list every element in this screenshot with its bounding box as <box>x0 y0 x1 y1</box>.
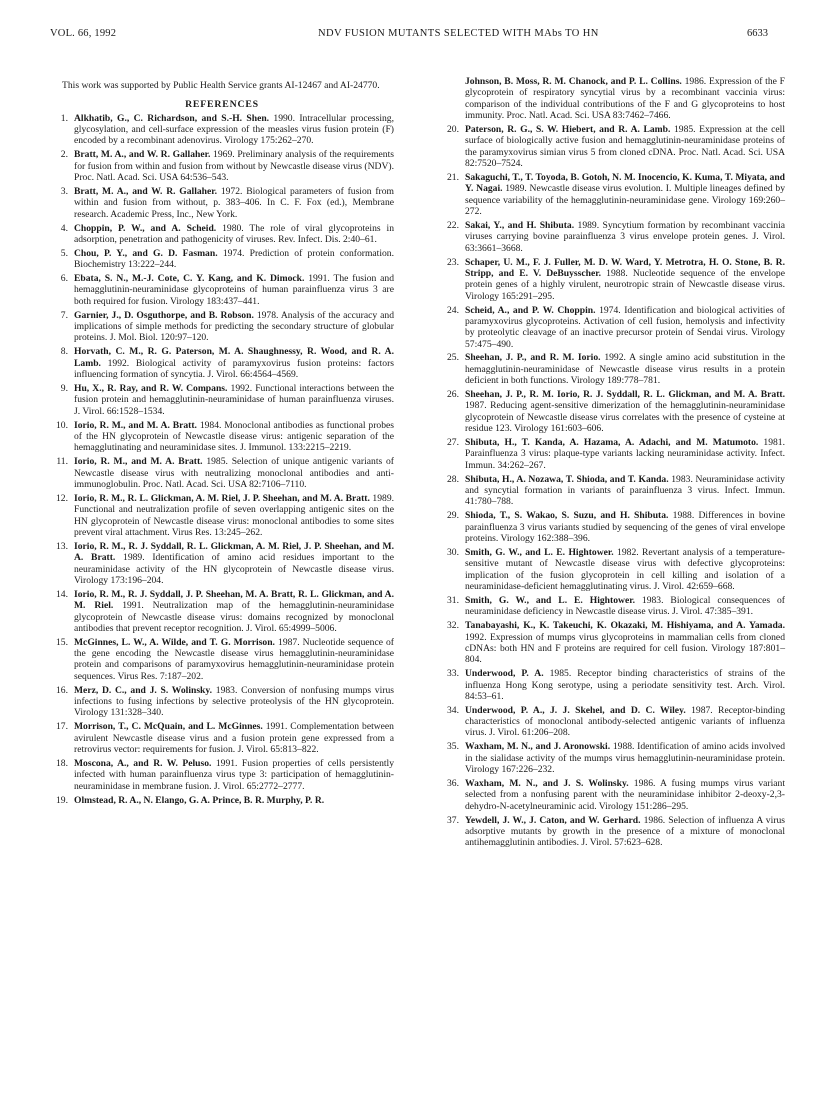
reference-number: 5. <box>60 247 68 259</box>
reference-number: 11. <box>56 456 68 468</box>
volume-label: VOL. 66, 1992 <box>50 28 117 39</box>
reference-authors: Johnson, B. Moss, R. M. Chanock, and P. L. Collins. <box>465 76 682 87</box>
reference-details: 1991. Fusion properties of cells persistently infected with human parainfluenza virus type 3: participation of hemagglutinin-neuraminidase in membrane fusion. J. Virol. 65:2772–2777. <box>74 758 394 792</box>
reference-item <box>441 389 785 434</box>
reference-authors: Moscona, A., and R. W. Peluso. <box>74 758 212 769</box>
reference-authors: Smith, G. W., and L. E. Hightower. <box>465 594 635 606</box>
reference-number: 35. <box>447 741 459 753</box>
reference-number: 28. <box>447 473 459 485</box>
reference-details: 1989. Identification of amino acid residues important to the neuraminidase activity of the HN glycoprotein of Newcastle disease virus. Virology 173:196–204. <box>74 552 394 586</box>
reference-details: 1982. Revertant analysis of a temperature-sensitive mutant of Newcastle disease virus with defective glycoproteins: implication of the fusion glycoprotein in cell killing and isolation of a neuraminidase-deficient hemagglutinating virus. J. Virol. 42:659–668. <box>465 546 785 592</box>
reference-list-right <box>441 124 785 849</box>
reference-item <box>441 778 785 812</box>
reference-authors: Underwood, P. A., J. J. Skehel, and D. C. Wiley. <box>465 704 686 716</box>
reference-item <box>441 815 785 849</box>
reference-authors: Shibuta, H., T. Kanda, A. Hazama, A. Adachi, and M. Matumoto. <box>465 437 759 449</box>
reference-authors: Bratt, M. A., and W. R. Gallaher. <box>74 185 218 197</box>
reference-number: 15. <box>56 636 68 648</box>
reference-authors: Waxham, M. N., and J. Aronowski. <box>465 741 611 753</box>
reference-item <box>441 257 785 302</box>
reference-item <box>50 637 394 682</box>
reference-authors: Schaper, U. M., F. J. Fuller, M. D. W. Ward, Y. Metrotra, H. O. Stone, B. R. Stripp, and E. V. DeBuysscher. <box>465 256 785 279</box>
reference-details: 1991. Complementation between avirulent Newcastle disease virus and a fusion protein gene expressed from a retrovirus vector: requirements for fusion. J. Virol. 65:813–822. <box>74 721 394 756</box>
reference-details: 1983. Conversion of nonfusing mumps virus infections to fusing infections by selective proteolysis of the HN glycoprotein. Virology 131:328–340. <box>74 684 394 719</box>
reference-details: 1990. Intracellular processing, glycosylation, and cell-surface expression of the measles virus fusion protein (F) encoded by a recombinant adenovirus. Virology 175:262–270. <box>74 112 394 147</box>
reference-authors: Sheehan, J. P., and R. M. Iorio. <box>465 352 601 364</box>
reference-item <box>50 541 394 586</box>
reference-number: 9. <box>60 383 68 394</box>
reference-authors: Iorio, R. M., and M. A. Bratt. <box>74 419 197 431</box>
reference-authors: Olmstead, R. A., N. Elango, G. A. Prince, B. R. Murphy, P. R. <box>74 794 325 806</box>
reference-number: 19. <box>56 794 68 806</box>
reference-authors: Smith, G. W., and L. E. Hightower. <box>465 546 614 558</box>
reference-details: 1992. Expression of mumps virus glycoproteins in mammalian cells from cloned cDNAs: both HN and F proteins are required for cell fusion. Virology 187:801–804. <box>465 631 785 666</box>
reference-number: 17. <box>56 721 68 733</box>
reference-number: 33. <box>447 668 459 680</box>
reference-number: 30. <box>447 546 459 558</box>
reference-authors: Sheehan, J. P., R. M. Iorio, R. J. Syddall, R. L. Glickman, and M. A. Bratt. <box>465 389 785 401</box>
reference-authors: Sakai, Y., and H. Shibuta. <box>465 219 575 231</box>
reference-authors: Paterson, R. G., S. W. Hiebert, and R. A. Lamb. <box>465 123 671 135</box>
reference-item <box>50 456 394 490</box>
reference-authors: Merz, D. C., and J. S. Wolinsky. <box>74 684 213 696</box>
reference-details: 1974. Prediction of protein conformation. Biochemistry 13:222–244. <box>74 247 394 271</box>
reference-authors: Bratt, M. A., and W. R. Gallaher. <box>74 149 211 161</box>
reference-authors: Iorio, R. M., and M. A. Bratt. <box>74 456 203 468</box>
reference-item <box>50 310 394 344</box>
reference-authors: Ebata, S. N., M.-J. Cote, C. Y. Kang, and K. Dimock. <box>74 273 305 285</box>
reference-item <box>50 758 394 792</box>
reference-number: 21. <box>447 171 459 183</box>
right-column <box>441 76 785 851</box>
reference-details: 1984. Monoclonal antibodies as functional probes of the HN glycoprotein of Newcastle disease virus: antigenic separation of the hemagglutinating and neuraminidase sites. J. Immunol. 133:2215–2219. <box>74 419 394 454</box>
reference-number: 22. <box>447 219 459 231</box>
reference-number: 34. <box>447 704 459 716</box>
reference-item <box>441 352 785 386</box>
reference-item <box>50 685 394 719</box>
reference-details: 1983. Neuraminidase activity and syncytial formation in variants of parainfluenza 3 virus. Infect. Immun. 41:780–788. <box>465 473 785 508</box>
reference-number: 13. <box>56 540 68 552</box>
reference-number: 14. <box>56 588 68 600</box>
reference-details: 1992. Biological activity of paramyxovirus fusion proteins: factors influencing formation of syncytia. J. Virol. 66:4564–4569. <box>74 357 394 381</box>
reference-number: 18. <box>56 758 68 769</box>
reference-authors: McGinnes, L. W., A. Wilde, and T. G. Morrison. <box>74 636 275 648</box>
reference-number: 26. <box>447 389 459 401</box>
reference-number: 24. <box>447 304 459 316</box>
reference-number: 20. <box>447 123 459 135</box>
reference-authors: Shibuta, H., A. Nozawa, T. Shioda, and T. Kanda. <box>465 473 669 485</box>
reference-number: 8. <box>60 346 68 358</box>
reference-item <box>441 172 785 217</box>
reference-item <box>50 273 394 307</box>
reference-item <box>441 510 785 544</box>
reference-details: 1989. Functional and neutralization profile of seven overlapping antigenic sites on the HN glycoprotein of Newcastle disease virus: monoclonal antibodies to some sites prevent viral attachment. Virus Res. 13:245–262. <box>74 492 395 538</box>
reference-details: 1985. Expression at the cell surface of biologically active fusion and hemagglutinin-neuraminidase proteins of the paramyxovirus simian virus 5 from cloned cDNA. Proc. Natl. Acad. Sci. USA 82:7520–7524. <box>465 123 786 169</box>
reference-number: 23. <box>447 256 459 268</box>
reference-number: 16. <box>56 684 68 696</box>
reference-item <box>441 124 785 169</box>
reference-details: 1992. Functional interactions between the fusion protein and hemagglutinin-neuraminidase of human parainfluenza viruses. J. Virol. 66:1528–1534. <box>74 383 394 417</box>
reference-authors: Waxham, M. N., and J. S. Wolinsky. <box>465 778 629 790</box>
reference-details: 1978. Analysis of the accuracy and implications of simple methods for predicting the secondary structure of globular proteins. J. Mol. Biol. 120:97–120. <box>74 309 394 344</box>
reference-item <box>50 493 394 538</box>
reference-details: 1988. Nucleotide sequence of the envelope protein genes of a highly virulent, neurotropic strain of Newcastle disease virus. Virology 165:291–295. <box>465 267 785 302</box>
reference-item <box>441 668 785 702</box>
reference-authors: Hu, X., R. Ray, and R. W. Compans. <box>74 383 228 394</box>
page-number: 6633 <box>747 28 768 39</box>
reference-details: 1969. Preliminary analysis of the requirements for fusion from within and fusion from without by Newcastle disease virus (NDV). Proc. Natl. Acad. Sci. USA 64:536–543. <box>74 149 394 183</box>
reference-authors: Shioda, T., S. Wakao, S. Suzu, and H. Shibuta. <box>465 510 669 522</box>
reference-authors: Iorio, R. M., R. J. Syddall, R. L. Glickman, A. M. Riel, J. P. Sheehan, and M. A. Bratt. <box>74 540 394 564</box>
reference-item <box>441 305 785 350</box>
reference-details: 1985. Selection of unique antigenic variants of Newcastle disease virus with neutralizing monoclonal antibodies and anti-immunoglobulin. Proc. Natl. Acad. Sci. USA 82:7106–7110. <box>74 456 394 490</box>
reference-details: 1988. Differences in bovine parainfluenza 3 virus variants studied by sequencing of the genes of viral envelope proteins. Virology 162:388–396. <box>465 510 785 544</box>
reference-authors: Iorio, R. M., R. J. Syddall, J. P. Sheehan, M. A. Bratt, R. L. Glickman, and A. M. Riel. <box>74 588 394 612</box>
reference-item <box>441 437 785 471</box>
reference-item <box>50 149 394 183</box>
running-title: NDV FUSION MUTANTS SELECTED WITH MAbs TO HN <box>318 28 599 39</box>
reference-details: 1981. Parainfluenza 3 virus: plaque-type variants lacking neuraminidase activity. Infect. Immun. 34:262–267. <box>465 437 785 471</box>
running-header <box>50 28 768 44</box>
reference-number: 25. <box>447 352 459 364</box>
reference-item <box>50 795 394 806</box>
reference-number: 3. <box>60 185 68 197</box>
reference-details: 1992. A single amino acid substitution in the hemagglutinin-neuraminidase of Newcastle disease virus results in a protein deficient in both functions. Virology 189:778–781. <box>465 352 785 387</box>
reference-item <box>50 113 394 147</box>
reference-details: 1991. The fusion and hemagglutinin-neuraminidase glycoproteins of human parainfluenza virus 3 are both required for fusion. Virology 183:437–441. <box>74 273 394 307</box>
reference-authors: Alkhatib, G., C. Richardson, and S.-H. Shen. <box>74 112 270 124</box>
reference-authors: Sakaguchi, T., T. Toyoda, B. Gotoh, N. M. Inocencio, K. Kuma, T. Miyata, and Y. Nagai. <box>465 171 785 195</box>
reference-number: 12. <box>56 492 68 504</box>
reference-details: 1987. Reducing agent-sensitive dimerization of the hemagglutinin-neuraminidase glycoprotein of Newcastle disease virus correlates with the presence of cysteine at residue 123. Virology 161:603–606. <box>465 400 785 435</box>
reference-item <box>50 383 394 417</box>
reference-details: 1988. Identification of amino acids involved in the sialidase activity of the mumps virus hemagglutinin-neuraminidase protein. Virology 167:226–232. <box>465 741 785 776</box>
reference-number: 36. <box>447 778 459 790</box>
reference-item <box>441 705 785 739</box>
reference-item <box>50 248 394 271</box>
reference-item <box>50 721 394 755</box>
reference-details: 1991. Neutralization map of the hemagglutinin-neuraminidase glycoprotein of Newcastle disease virus: domains recognized by monoclonal antibodies that prevent receptor recognition. J. Virol. 65:4999–5006. <box>74 600 394 634</box>
reference-number: 27. <box>447 437 459 449</box>
reference-item <box>50 186 394 220</box>
reference-details: 1985. Receptor binding characteristics of strains of the influenza Hong Kong serotype, using a periodate sensitivity test. Arch. Virol. 84:53–61. <box>465 668 785 702</box>
reference-details: 1986. Selection of influenza A virus adsorptive mutants by growth in the presence of a mixture of monoclonal antihemagglutinin antibodies. J. Virol. 57:623–628. <box>465 814 785 849</box>
reference-item <box>50 346 394 380</box>
reference-details: 1989. Newcastle disease virus evolution. I. Multiple lineages defined by sequence variability of the hemagglutinin-neuraminidase gene. Virology 169:260–272. <box>465 183 785 217</box>
reference-item <box>441 474 785 508</box>
reference-details: 1987. Receptor-binding characteristics of monoclonal antibody-selected antigenic variants of influenza virus. J. Virol. 61:206–208. <box>465 704 785 739</box>
reference-number: 29. <box>447 510 459 522</box>
reference-authors: Iorio, R. M., R. L. Glickman, A. M. Riel, J. P. Sheehan, and M. A. Bratt. <box>74 492 370 504</box>
reference-number: 31. <box>447 594 459 606</box>
reference-details: 1983. Biological consequences of neuraminidase deficiency in Newcastle disease virus. J. Virol. 47:385–391. <box>465 594 785 618</box>
reference-authors: Yewdell, J. W., J. Caton, and W. Gerhard. <box>465 814 641 826</box>
reference-list-left <box>50 113 394 806</box>
references-heading: REFERENCES <box>185 99 259 111</box>
reference-number: 6. <box>60 273 68 285</box>
reference-number: 2. <box>60 149 68 161</box>
reference-item <box>441 741 785 775</box>
reference-authors: Morrison, T., C. McQuain, and L. McGinnes. <box>74 721 263 733</box>
reference-number: 32. <box>447 620 459 632</box>
reference-item <box>50 420 394 454</box>
acknowledgment: This work was supported by Public Health Service grants AI-12467 and AI-24770. <box>62 80 380 91</box>
reference-item <box>50 223 394 246</box>
reference-authors: Garnier, J., D. Osguthorpe, and B. Robson. <box>74 309 254 321</box>
reference-item <box>441 620 785 665</box>
reference-number: 7. <box>60 309 68 321</box>
reference-details: 1989. Syncytium formation by recombinant vaccinia viruses carrying bovine parainfluenza 3 virus envelope protein genes. J. Virol. 63:3661–3668. <box>465 219 785 254</box>
reference-details: 1972. Biological parameters of fusion from within and fusion from without, p. 383–406. In C. F. Fox (ed.), Membrane research. Academic Press, Inc., New York. <box>74 185 394 220</box>
reference-authors: Underwood, P. A. <box>465 668 544 680</box>
reference-continuation <box>441 76 785 121</box>
reference-details: 1974. Identification and biological activities of paramyxovirus glycoproteins. Activation of cell fusion, hemolysis and infectivity by proteolytic cleavage of an inactive precursor protein of Sendai virus. Virology 57:475–490. <box>465 304 785 350</box>
reference-authors: Horvath, C. M., R. G. Paterson, M. A. Shaughnessy, R. Wood, and R. A. Lamb. <box>74 346 394 369</box>
reference-authors: Scheid, A., and P. W. Choppin. <box>465 304 596 316</box>
reference-authors: Tanabayashi, K., K. Takeuchi, K. Okazaki, M. Hishiyama, and A. Yamada. <box>465 620 785 632</box>
reference-details: 1986. A fusing mumps virus variant selected from a nonfusing parent with the neuraminidase inhibitor 2-deoxy-2,3-dehydro-N-acetylneuraminic acid. Virology 151:286–295. <box>465 778 785 812</box>
left-column <box>50 80 394 809</box>
reference-authors: Choppin, P. W., and A. Scheid. <box>74 222 217 234</box>
reference-item <box>50 589 394 634</box>
reference-number: 1. <box>60 112 68 124</box>
reference-item <box>441 595 785 618</box>
reference-authors: Chou, P. Y., and G. D. Fasman. <box>74 247 218 259</box>
reference-details: 1987. Nucleotide sequence of the gene encoding the Newcastle disease virus hemagglutinin-neuraminidase protein and comparisons of paramyxovirus hemagglutinin-neuraminidase protein sequences. Virus Res. 7:187–202. <box>74 636 395 682</box>
reference-number: 4. <box>60 222 68 234</box>
reference-number: 37. <box>447 814 459 826</box>
reference-details: 1980. The role of viral glycoproteins in adsorption, penetration and pathogenicity of viruses. Rev. Infect. Dis. 2:40–61. <box>74 222 394 245</box>
reference-details: 1986. Expression of the F glycoprotein of respiratory syncytial virus by a recombinant vaccinia virus: comparison of the individual contributions of the F and G glycoproteins to host immunity. Proc. Natl. Acad. Sci. USA 83:7462–7466. <box>465 76 785 122</box>
reference-number: 10. <box>56 419 68 431</box>
reference-item <box>441 547 785 592</box>
reference-item <box>441 220 785 254</box>
